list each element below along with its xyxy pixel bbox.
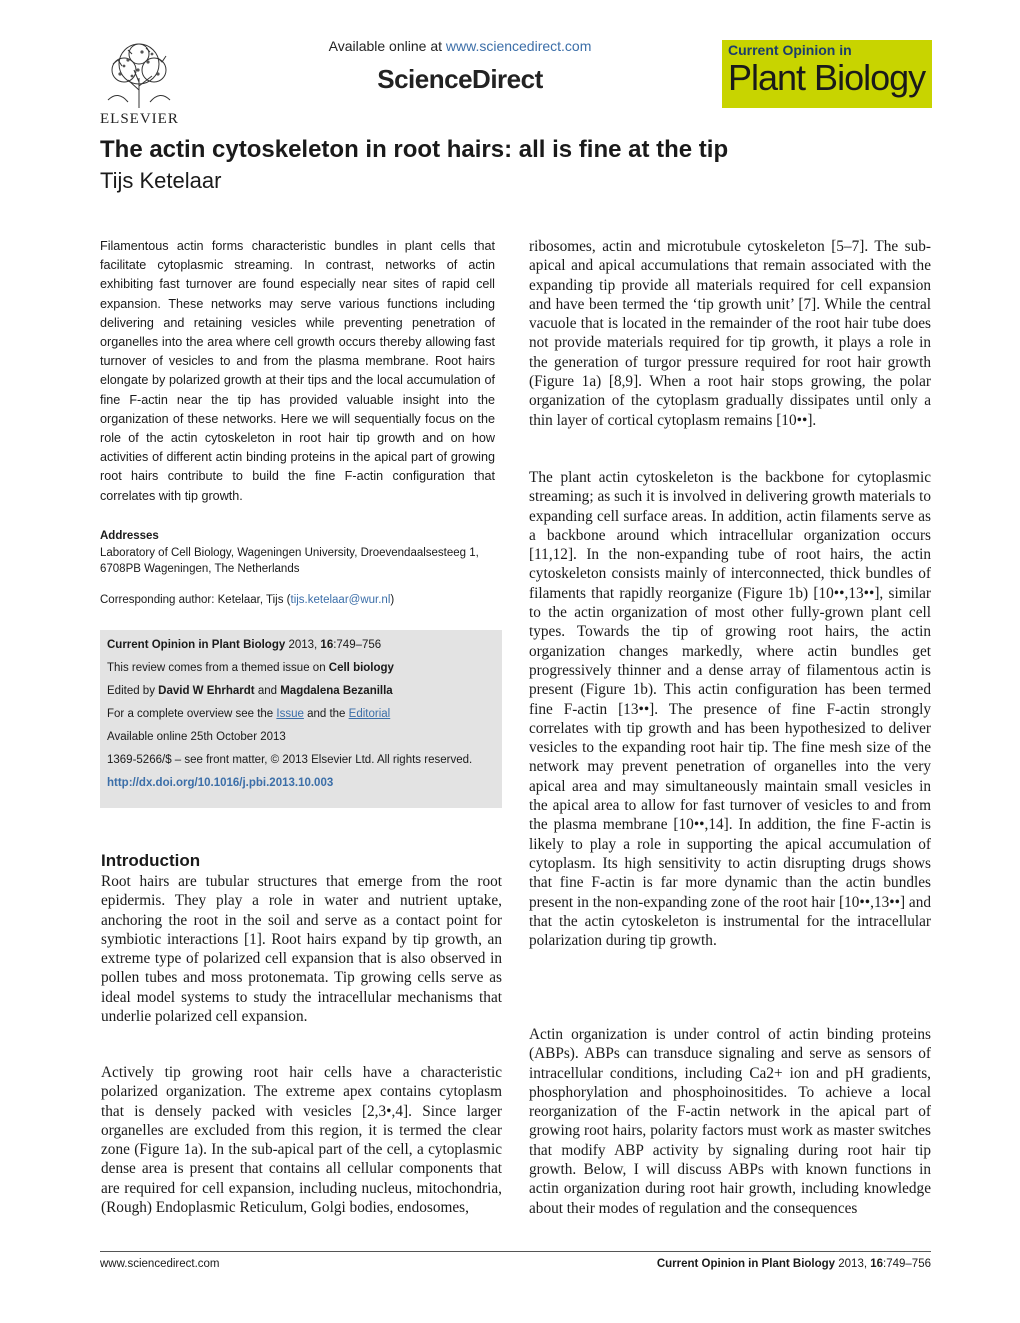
intro-paragraph-2: Actively tip growing root hair cells have a characteristic polarized organization. The extreme apex contains cytoplasm that is densely packed with vesicles [2,3•,4]. Since larger organelles are excluded from this region, it is termed the clear zone (Figure 1a). In the sub-apical part of the cell, a cytoplasmic dense area is present that contains all cellular components that are required for cell expansion, including nucleus, mitochondria, (Rough) Endoplasmic Reticulum, Golgi bodies, endosomes, [101, 1064, 502, 1217]
corresponding-author [100, 594, 394, 606]
info-editors [107, 684, 495, 698]
issue-link[interactable]: Issue [276, 708, 304, 720]
addresses-heading: Addresses [100, 530, 159, 542]
info-volume: 16 [320, 639, 334, 651]
journal-logo-line1: Current Opinion in [728, 42, 852, 58]
abstract: Filamentous actin forms characteristic bundles in plant cells that facilitate cytoplasmic streaming. In contrast, networks of actin exhibiting fast turnover are found especially near sites of rapid cell expansion. These networks may serve various functions including delivering and retaining vesicles while preventing penetration of organelles into the area where cell growth occurs thereby allowing fast turnover of vesicles to and from the plasma membrane. Root hairs elongate by polarized growth at their tips and the local accumulation of fine F-actin near the tip has provided valuable insight into the organization of these networks. Here we will sequentially focus on the role of the actin cytoskeleton in root hair tip growth and on how activities of different actin binding proteins in the apical part of growing root hairs contribute to build the fine F-actin configuration that correlates with tip growth. [100, 239, 495, 503]
info-themed-topic: Cell biology [328, 662, 394, 674]
journal-logo[interactable] [722, 40, 932, 108]
info-pages: :749–756 [333, 639, 382, 651]
editorial-link[interactable]: Editorial [348, 708, 391, 720]
footer-divider [100, 1251, 931, 1252]
journal-logo-line2: Plant Biology [728, 57, 926, 98]
corresponding-suffix: ) [390, 594, 395, 606]
info-themed-issue [107, 661, 495, 675]
info-themed-prefix: This review comes from a themed issue on [107, 662, 329, 674]
article-author: Tijs Ketelaar [100, 168, 222, 193]
footer-website[interactable]: www.sciencedirect.com [100, 1258, 220, 1270]
available-prefix: Available online at [328, 38, 446, 54]
info-copyright: 1369-5266/$ – see front matter, © 2013 Elsevier Ltd. All rights reserved. [107, 754, 473, 766]
info-editor-1: David W Ehrhardt [158, 685, 255, 697]
sciencedirect-logo[interactable]: ScienceDirect [377, 64, 543, 94]
info-editor-2: Magdalena Bezanilla [280, 685, 393, 697]
intro-paragraph-1: Root hairs are tubular structures that emerge from the root epidermis. They play a role in water and nutrient uptake, anchoring the root in the soil and serve as a contact point for symbiotic interactions [1]. Root hairs expand by tip growth, an extreme type of polarized cell expansion that is also observed in pollen tubes and moss protonemata. Tip growing cells serve as ideal model systems to study the intracellular mechanisms that underlie polarized cell expansion. [101, 873, 502, 1026]
footer-journal: Current Opinion in Plant Biology [656, 1258, 836, 1270]
corresponding-prefix: Corresponding author: Ketelaar, Tijs ( [100, 594, 291, 606]
article-title: The actin cytoskeleton in root hairs: all is fine at the tip [100, 136, 729, 163]
info-edited-prefix: Edited by [107, 685, 159, 697]
author-email-link[interactable]: tijs.ketelaar@wur.nl [290, 594, 391, 606]
footer-year: 2013, [835, 1258, 871, 1270]
addresses-text: Laboratory of Cell Biology, Wageningen University, Droevendaalsesteeg 1, 6708PB Wageningen, The Netherlands [100, 547, 479, 575]
info-overview-prefix: For a complete overview see the [107, 708, 277, 720]
info-available-online: Available online 25th October 2013 [107, 731, 286, 743]
footer-volume: 16 [870, 1258, 884, 1270]
info-year: 2013, [285, 639, 321, 651]
info-overview [107, 707, 495, 721]
footer-pages: :749–756 [883, 1258, 931, 1270]
intro-paragraph-3: ribosomes, actin and microtubule cytoskeleton [5–7]. The sub-apical and apical accumulations that remain associated with the expanding tip provide all materials required for cell expansion and have been termed the ‘tip growth unit’ [7]. While the central vacuole that is located in the remainder of the root hair tube does not provide materials required for tip growth, it plays a role in the generation of turgor pressure required for root hair growth (Figure 1a) [8,9]. When a root hair stops growing, the polar organization of the cytoplasm gradually dissipates until only a thin layer of cortical cytoplasm remains [10••]. [529, 238, 931, 429]
sciencedirect-link[interactable]: www.sciencedirect.com [445, 38, 592, 54]
publisher-name: ELSEVIER [100, 111, 179, 127]
info-journal: Current Opinion in Plant Biology [107, 639, 286, 651]
article-info-box [100, 630, 502, 808]
doi-link[interactable]: http://dx.doi.org/10.1016/j.pbi.2013.10.003 [107, 777, 334, 789]
footer-citation [560, 1258, 931, 1270]
info-overview-and: and the [303, 708, 349, 720]
intro-paragraph-5: Actin organization is under control of actin binding proteins (ABPs). ABPs can transduce signaling and serve as sensors of intracellular conditions, including Ca2+ ion and pH gradients, phosphorylation and phosphoinositides. To achieve a local reorganization of the F-actin network in the apical part of growing root hairs, polarity factors must work as master switches that modify ABP activity by signaling during root hair tip growth. Below, I will discuss ABPs with known functions in actin organization during root hair growth, including knowledge about their modes of regulation and the consequences [529, 1026, 931, 1217]
info-citation [107, 638, 495, 652]
info-edited-and: and [254, 685, 281, 697]
intro-paragraph-4: The plant actin cytoskeleton is the backbone for cytoplasmic streaming; as such it is involved in delivering growth materials to expanding cell surface areas. In addition, actin filaments serve as a backbone around which intracellular organization occurs [11,12]. In the non-expanding tube of root hairs, the actin cytoskeleton consists mainly of interconnected, thick bundles of filaments that rapidly reorganize (Figure 1b) [10••,13••], similar to the actin organization of most other fully-grown plant cell types. Towards the tip of growing root hairs, the actin organization changes markedly, where actin bundles get progressively thinner and a dense array of filamentous actin is present (Figure 1b). This actin configuration has been termed fine F-actin [13••]. The presence of fine F-actin strongly correlates with tip growth and has been hypothesized to deliver vesicles to the expanding root hair tip. The fine mesh size of the network may prevent penetration of organelles into the very apical area and may simultaneously maintain small vesicles in the apical area to allow for fast turnover of vesicles to and from the plasma membrane [10••,14]. In addition, the fine F-actin is likely to play a role in supporting the apical accumulation of cytoplasm. Its high sensitivity to actin disrupting drugs shows that fine F-actin is far more dynamic than the actin bundles present in the non-expanding zone of the root hair [10••,13••] and that the actin cytoskeleton is instrumental for the intracellular polarization during tip growth. [529, 469, 931, 950]
availability-line [310, 38, 610, 54]
introduction-heading: Introduction [101, 851, 201, 870]
